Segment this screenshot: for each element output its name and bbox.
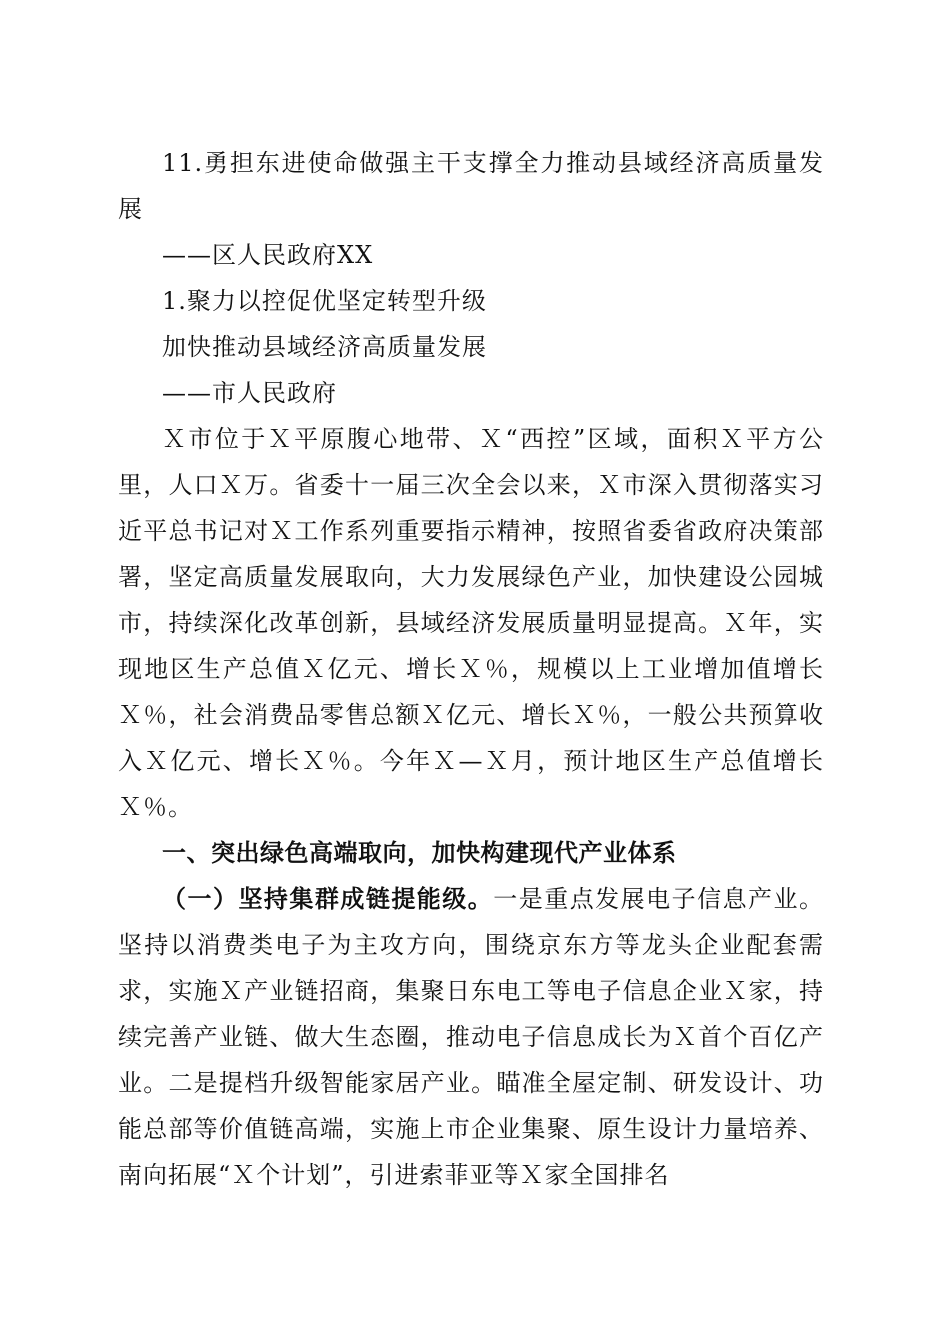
byline-district-government: ——区人民政府XX (162, 241, 374, 269)
document-title-line: 11.勇担东进使命做强主干支撑全力推动县域经济高质量发展 (118, 149, 824, 223)
subtitle-line-1: 1.聚力以控促优坚定转型升级 (162, 287, 487, 315)
document-body (118, 140, 824, 1198)
section-heading: 一、突出绿色高端取向，加快构建现代产业体系 (162, 839, 677, 867)
intro-paragraph: Ｘ市位于Ｘ平原腹心地带、Ｘ“西控”区域，面积Ｘ平方公里，人口Ｘ万。省委十一届三次全会以来，Ｘ市深入贯彻落实习近平总书记对Ｘ工作系列重要指示精神，按照省委省政府决策部署，坚定高质量发展取向，大力发展绿色产业，加快建设公园城市，持续深化改革创新，县域经济发展质量明显提高。Ｘ年，实现地区生产总值Ｘ亿元、增长Ｘ％，规模以上工业增加值增长Ｘ％，社会消费品零售总额Ｘ亿元、增长Ｘ％，一般公共预算收入Ｘ亿元、增长Ｘ％。今年Ｘ—Ｘ月，预计地区生产总值增长Ｘ％。 (118, 425, 824, 821)
section-paragraph-body: 一是重点发展电子信息产业。坚持以消费类电子为主攻方向，围绕京东方等龙头企业配套需求，实施Ｘ产业链招商，集聚日东电工等电子信息企业Ｘ家，持续完善产业链、做大生态圈，推动电子信息成长为Ｘ首个百亿产业。二是提档升级智能家居产业。瞄准全屋定制、研发设计、功能总部等价值链高端，实施上市企业集聚、原生设计力量培养、南向拓展“Ｘ个计划”，引进索菲亚等Ｘ家全国排名 (118, 885, 825, 1189)
subtitle-line-2: 加快推动县域经济高质量发展 (162, 333, 487, 361)
section-paragraph (118, 876, 824, 1198)
byline-city-government: ——市人民政府 (162, 379, 337, 407)
section-paragraph-lead: （一）坚持集群成链提能级。 (162, 884, 494, 913)
